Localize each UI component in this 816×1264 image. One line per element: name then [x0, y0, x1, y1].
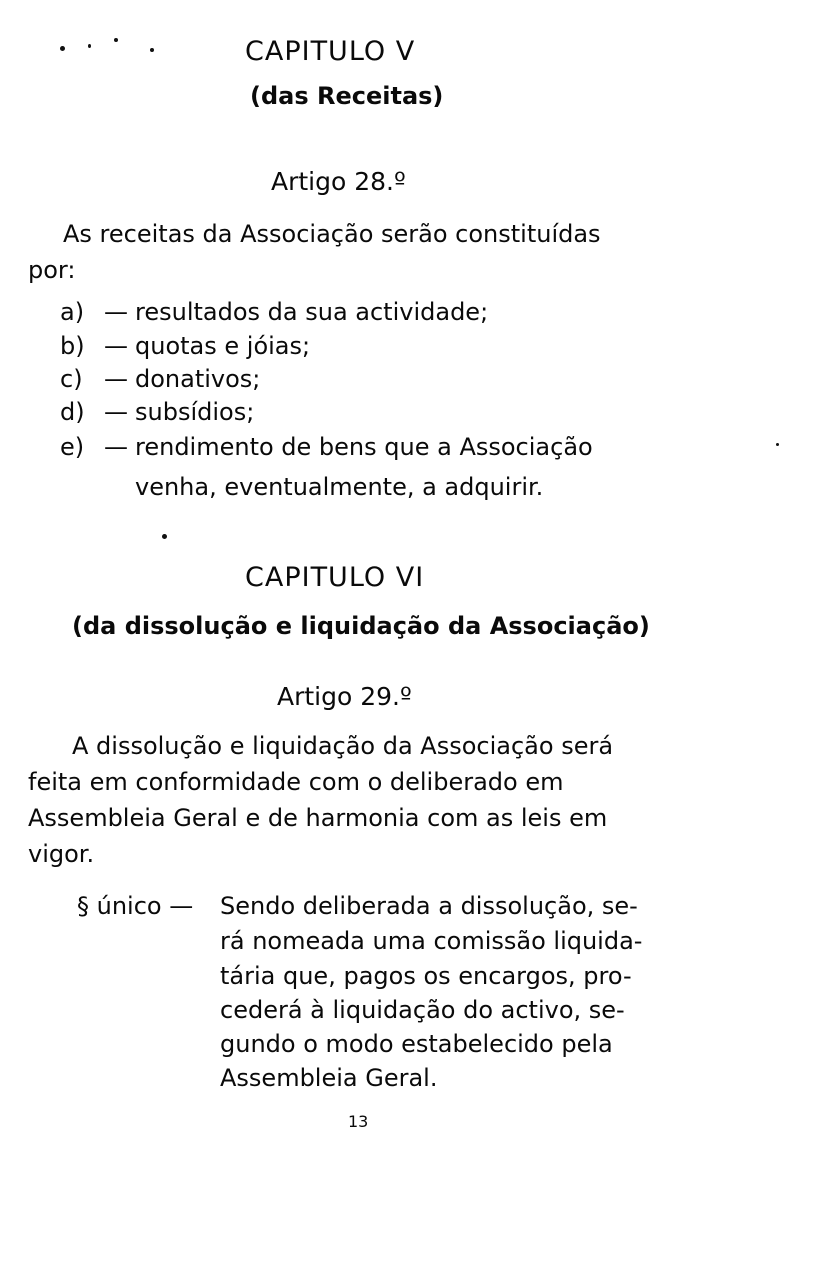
list-item-dash: — [104, 365, 128, 393]
single-paragraph-line: rá nomeada uma comissão liquida- [220, 927, 643, 955]
article-29-paragraph-line: A dissolução e liquidação da Associação será [72, 732, 614, 760]
list-item-letter: c) [60, 365, 83, 393]
list-item-text: rendimento de bens que a Associação [135, 433, 593, 461]
list-item-text: quotas e jóias; [135, 332, 311, 360]
single-paragraph-line: cederá à liquidação do activo, se- [220, 996, 625, 1024]
article-29-paragraph-line: Assembleia Geral e de harmonia com as leis em [28, 804, 608, 832]
list-item-text: resultados da sua actividade; [135, 298, 489, 326]
scan-speck [114, 38, 118, 42]
list-item-dash: — [104, 332, 128, 360]
article-29-paragraph-line: feita em conformidade com o deliberado em [28, 768, 564, 796]
chapter-6-subtitle: (da dissolução e liquidação da Associação) [72, 612, 650, 640]
list-item-letter: d) [60, 398, 85, 426]
single-paragraph-label: § único — [77, 892, 194, 920]
list-item-letter: b) [60, 332, 85, 360]
list-item-letter: a) [60, 298, 85, 326]
chapter-5-title: CAPITULO V [245, 36, 416, 67]
list-item-dash: — [104, 398, 128, 426]
scan-speck [776, 443, 779, 446]
scan-speck [88, 44, 91, 48]
single-paragraph-line: Sendo deliberada a dissolução, se- [220, 892, 638, 920]
article-29-paragraph-line: vigor. [28, 840, 95, 868]
scan-speck [150, 48, 154, 52]
article-28-intro-cont: por: [28, 256, 76, 284]
list-item-text: subsídios; [135, 398, 255, 426]
list-item-letter: e) [60, 433, 85, 461]
list-item-text: donativos; [135, 365, 261, 393]
scan-speck [162, 534, 167, 539]
single-paragraph-line: gundo o modo estabelecido pela [220, 1030, 613, 1058]
list-item-dash: — [104, 433, 128, 461]
article-29-heading: Artigo 29.º [277, 682, 412, 711]
list-item-dash: — [104, 298, 128, 326]
article-28-intro: As receitas da Associação serão constituídas [63, 220, 601, 248]
scan-speck [60, 46, 65, 51]
page-number: 13 [348, 1112, 369, 1131]
chapter-5-subtitle: (das Receitas) [250, 82, 444, 110]
single-paragraph-line: Assembleia Geral. [220, 1064, 438, 1092]
list-item-continuation: venha, eventualmente, a adquirir. [135, 473, 544, 501]
single-paragraph-line: tária que, pagos os encargos, pro- [220, 962, 632, 990]
chapter-6-title: CAPITULO VI [245, 562, 425, 593]
article-28-heading: Artigo 28.º [271, 167, 406, 196]
